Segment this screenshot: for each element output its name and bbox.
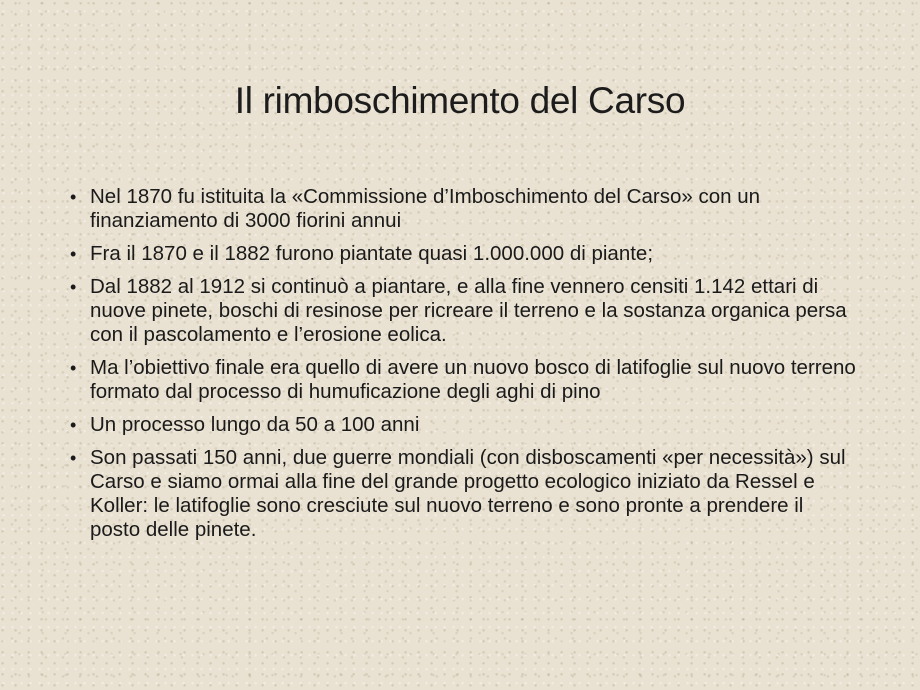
bullet-dot-icon: • [70,187,77,207]
bullet-text: Ma l’obiettivo finale era quello di avere un nuovo bosco di latifoglie sul nuovo terreno formato dal processo di humuficazione degli aghi di pino [90,356,856,403]
bullet-text: Dal 1882 al 1912 si continuò a piantare, e alla fine vennero censiti 1.142 ettari di nuove pinete, boschi di resinose per ricreare il terreno e la sostanza organica persa con il pascolamento e l’erosione eolica. [90,275,847,346]
bullet-dot-icon: • [70,244,77,264]
bullet-item [68,242,858,266]
bullet-dot-icon: • [70,358,77,378]
bullet-dot-icon: • [70,448,77,468]
bullet-text: Fra il 1870 e il 1882 furono piantate quasi 1.000.000 di piante; [90,242,654,265]
bullet-item [68,413,858,437]
bullet-item [68,185,858,233]
bullet-item [68,356,858,404]
bullet-text: Un processo lungo da 50 a 100 anni [90,413,420,436]
bullet-dot-icon: • [70,415,77,435]
bullet-text: Nel 1870 fu istituita la «Commissione d’Imboschimento del Carso» con un finanziamento di 3000 fiorini annui [90,185,761,232]
bullet-dot-icon: • [70,277,77,297]
bullet-list [68,185,858,551]
bullet-item [68,446,858,542]
slide-title: Il rimboschimento del Carso [234,80,686,121]
bullet-item [68,275,858,347]
bullet-text: Son passati 150 anni, due guerre mondiali (con disboscamenti «per necessità») sul Carso e siamo ormai alla fine del grande progetto ecologico iniziato da Ressel e Koller: le latifoglie sono cresciute sul nuovo terreno e sono pronte a prendere il posto delle pinete. [90,446,846,541]
